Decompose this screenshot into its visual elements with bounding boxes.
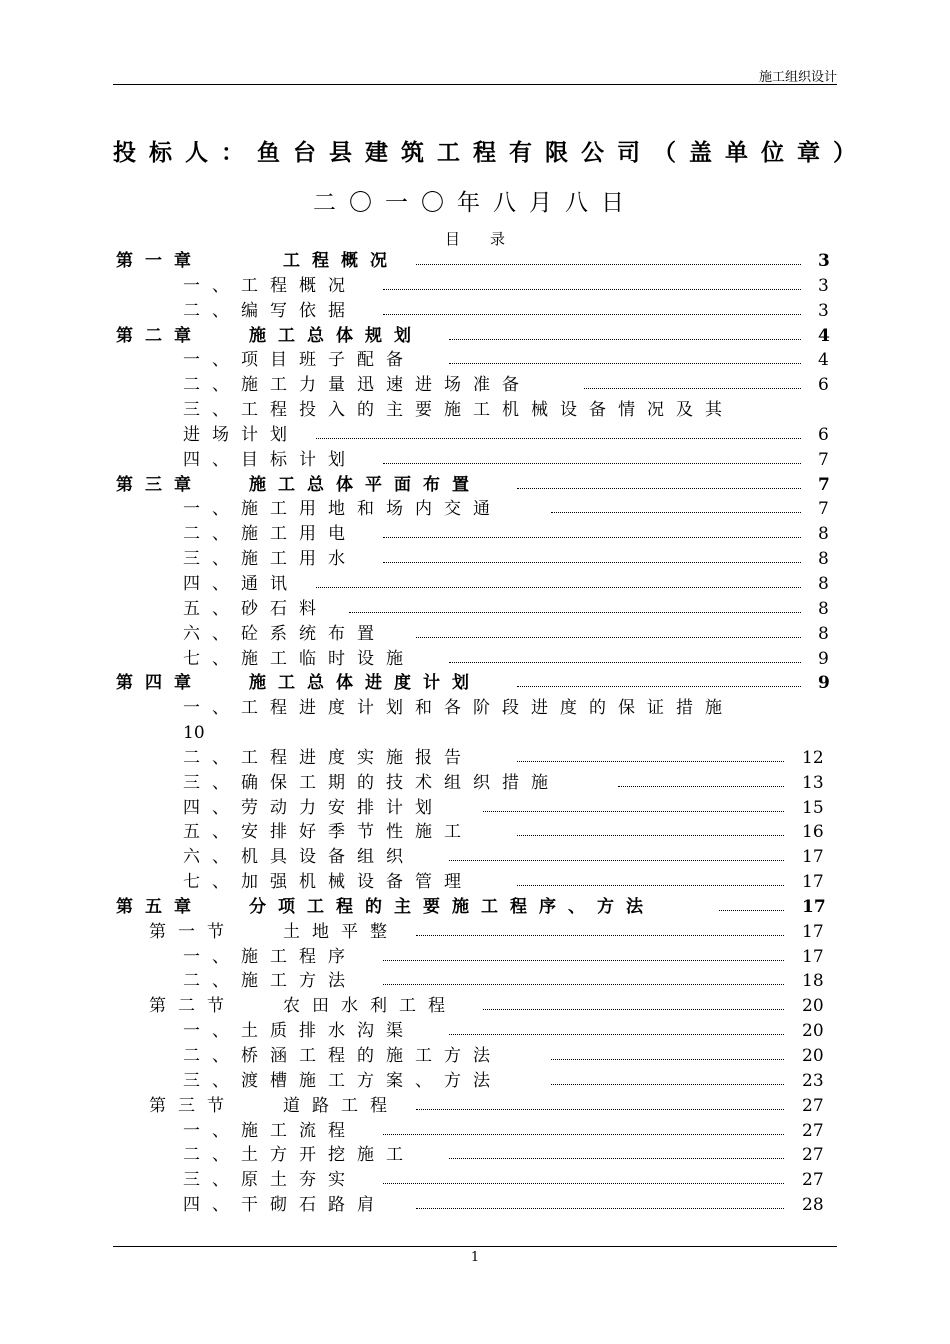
entry-label: 三、施工用水 [183,549,357,570]
toc-entry[interactable] [113,497,837,522]
leader-dots [383,448,801,464]
toc-entry[interactable] [113,870,837,895]
page-number: 6 [818,424,829,445]
section-label: 第三节 [149,1095,236,1116]
toc-entry[interactable] [113,845,837,870]
leader-dots [383,274,801,290]
section-label: 第一节 [149,921,236,942]
toc-entry[interactable] [113,1019,837,1044]
page-number: 8 [818,598,829,619]
page-number: 6 [818,375,829,396]
toc-entry[interactable] [113,522,837,547]
entry-label: 四、通讯 [183,573,299,594]
toc-entry[interactable] [113,448,837,473]
chapter-title: 分项工程的主要施工程序、方法 [249,896,655,917]
page-number: 27 [802,1120,824,1141]
entry-label: 二、施工方法 [183,971,357,992]
entry-label: 一、施工程序 [183,946,357,967]
leader-dots [551,497,801,513]
toc-entry[interactable] [113,647,837,672]
toc-entry[interactable] [113,423,837,448]
chapter-label: 第三章 [116,474,203,495]
entry-label: 四、干砌石路肩 [183,1195,386,1216]
leader-dots [383,969,784,985]
leader-dots [618,771,784,787]
chapter-label: 第五章 [116,896,203,917]
entry-label: 三、渡槽施工方案、方法 [183,1070,502,1091]
page-number: 4 [818,350,829,371]
leader-dots [584,373,801,389]
toc-entry[interactable] [113,547,837,572]
page-number: 16 [802,822,824,843]
toc-entry[interactable] [113,746,837,771]
page-number: 7 [818,449,829,470]
entry-label: 二、工程进度实施报告 [183,747,473,768]
leader-dots [383,522,801,538]
page-number: 13 [802,772,824,793]
leader-dots [449,348,801,364]
page-number: 17 [802,872,824,893]
page-number: 8 [818,573,829,594]
entry-label: 一、施工流程 [183,1120,357,1141]
page-number: 4 [818,325,830,346]
leader-dots [517,671,801,687]
leader-dots [449,324,801,340]
toc-entry[interactable] [113,1143,837,1168]
page-number: 8 [818,524,829,545]
chapter-label: 第四章 [116,673,203,694]
page-number: 27 [802,1170,824,1191]
leader-dots [349,597,801,613]
toc-entry[interactable] [113,721,837,746]
page-number: 17 [802,921,824,942]
page-number: 27 [802,1145,824,1166]
entry-label: 10 [183,723,205,744]
page-number: 9 [818,648,829,669]
entry-label: 六、机具设备组织 [183,847,415,868]
toc-entry[interactable] [113,398,837,423]
leader-dots [416,622,801,638]
entry-label: 一、土质排水沟渠 [183,1021,415,1042]
page-number: 17 [802,896,826,917]
page-number: 17 [802,946,824,967]
toc-section-3[interactable] [113,1094,837,1119]
section-label: 第二节 [149,996,236,1017]
toc-entry[interactable] [113,771,837,796]
page-number: 3 [818,300,829,321]
page-number: 8 [818,549,829,570]
leader-dots [383,1168,784,1184]
page-number: 18 [802,971,824,992]
page-number-footer: 1 [470,1250,480,1265]
page-number: 15 [802,797,824,818]
toc-chapter-3[interactable] [113,473,837,498]
page-number: 3 [818,275,829,296]
page-number: 27 [802,1095,824,1116]
toc-entry[interactable] [113,796,837,821]
entry-label: 三、原土夯实 [183,1170,357,1191]
toc-chapter-2[interactable] [113,324,837,349]
entry-label: 二、桥涵工程的施工方法 [183,1046,502,1066]
leader-dots [416,249,801,265]
leader-dots [517,473,801,489]
leader-dots [449,1019,784,1035]
leader-dots [383,945,784,961]
entry-label: 六、砼系统布置 [183,623,386,644]
entry-label: 二、施工力量迅速进场准备 [183,375,531,396]
toc-entry[interactable] [113,348,837,373]
entry-label: 二、土方开挖施工 [183,1145,415,1166]
page-number: 7 [818,474,830,495]
page-number: 20 [802,1021,824,1042]
page-number: 28 [802,1195,824,1216]
toc-entry[interactable] [113,373,837,398]
leader-dots [449,647,801,663]
toc-entry[interactable] [113,696,837,721]
toc-entry[interactable] [113,572,837,597]
entry-label: 进场计划 [183,424,299,445]
entry-label: 三、工程投入的主要施工机械设备情况及其 [183,400,734,421]
chapter-title: 施工总体进度计划 [249,673,481,694]
leader-dots [483,994,784,1010]
leader-dots [551,1044,784,1060]
entry-label: 一、施工用地和场内交通 [183,499,502,520]
leader-dots [517,746,784,762]
section-title: 道路工程 [283,1095,399,1116]
leader-dots [449,845,784,861]
leader-dots [316,423,801,439]
leader-dots [416,920,784,936]
entry-label: 一、项目班子配备 [183,350,415,371]
leader-dots [449,1143,784,1159]
toc-entry[interactable] [113,1193,837,1218]
entry-label: 二、施工用电 [183,524,357,545]
page-number: 7 [818,499,829,520]
toc-entry[interactable] [113,1069,837,1094]
toc-section-1[interactable] [113,920,837,945]
date-line: 二〇一〇年八月八日 [313,190,637,216]
chapter-label: 第二章 [116,325,203,346]
toc-chapter-4[interactable] [113,671,837,696]
page-number: 20 [802,996,824,1017]
toc-entry[interactable] [113,597,837,622]
toc-entry[interactable] [113,969,837,994]
page-number: 9 [818,673,830,694]
leader-dots [416,1094,784,1110]
page-number: 12 [802,747,824,768]
chapter-title: 施工总体规划 [249,325,423,346]
page-number: 23 [802,1070,824,1091]
entry-label: 五、砂石料 [183,598,328,619]
toc-chapter-5[interactable] [113,895,837,920]
entry-label: 四、劳动力安排计划 [183,797,444,818]
footer-rule [113,1246,837,1247]
entry-label: 七、加强机械设备管理 [183,872,473,893]
page-number: 8 [818,623,829,644]
leader-dots [719,895,784,911]
section-title: 土地平整 [283,921,399,942]
leader-dots [517,820,784,836]
entry-label: 一、工程概况 [183,275,357,296]
toc-chapter-1[interactable] [113,249,837,274]
toc-entry[interactable] [113,622,837,647]
leader-dots [316,572,801,588]
header-title: 施工组织设计 [758,70,837,85]
table-of-contents [113,249,837,1218]
toc-entry[interactable] [113,820,837,845]
page-number: 20 [802,1046,824,1066]
page-number: 3 [818,251,830,271]
chapter-title: 施工总体平面布置 [249,474,481,495]
leader-dots [483,796,784,812]
leader-dots [551,1069,784,1085]
leader-dots [383,299,801,315]
entry-label: 四、目标计划 [183,449,357,470]
entry-label: 二、编写依据 [183,300,357,321]
bidder-line: 投标人：鱼台县建筑工程有限公司（盖单位章） [113,139,869,166]
toc-title: 目录 [444,230,535,248]
section-title: 农田水利工程 [283,996,457,1017]
chapter-title: 工程概况 [283,251,399,271]
entry-label: 一、工程进度计划和各阶段进度的保证措施 [183,698,734,719]
leader-dots [517,870,784,886]
entry-label: 五、安排好季节性施工 [183,822,473,843]
toc-entry[interactable] [113,274,837,299]
leader-dots [416,1193,784,1209]
toc-entry[interactable] [113,1119,837,1144]
entry-label: 七、施工临时设施 [183,648,415,669]
toc-entry[interactable] [113,1168,837,1193]
page-number: 17 [802,847,824,868]
leader-dots [383,547,801,563]
toc-entry[interactable] [113,945,837,970]
entry-label: 三、确保工期的技术组织措施 [183,772,560,793]
chapter-label: 第一章 [116,251,203,271]
leader-dots [383,1119,784,1135]
header-rule [113,84,837,85]
toc-section-2[interactable] [113,994,837,1019]
toc-entry[interactable] [113,1044,837,1069]
toc-entry[interactable] [113,299,837,324]
